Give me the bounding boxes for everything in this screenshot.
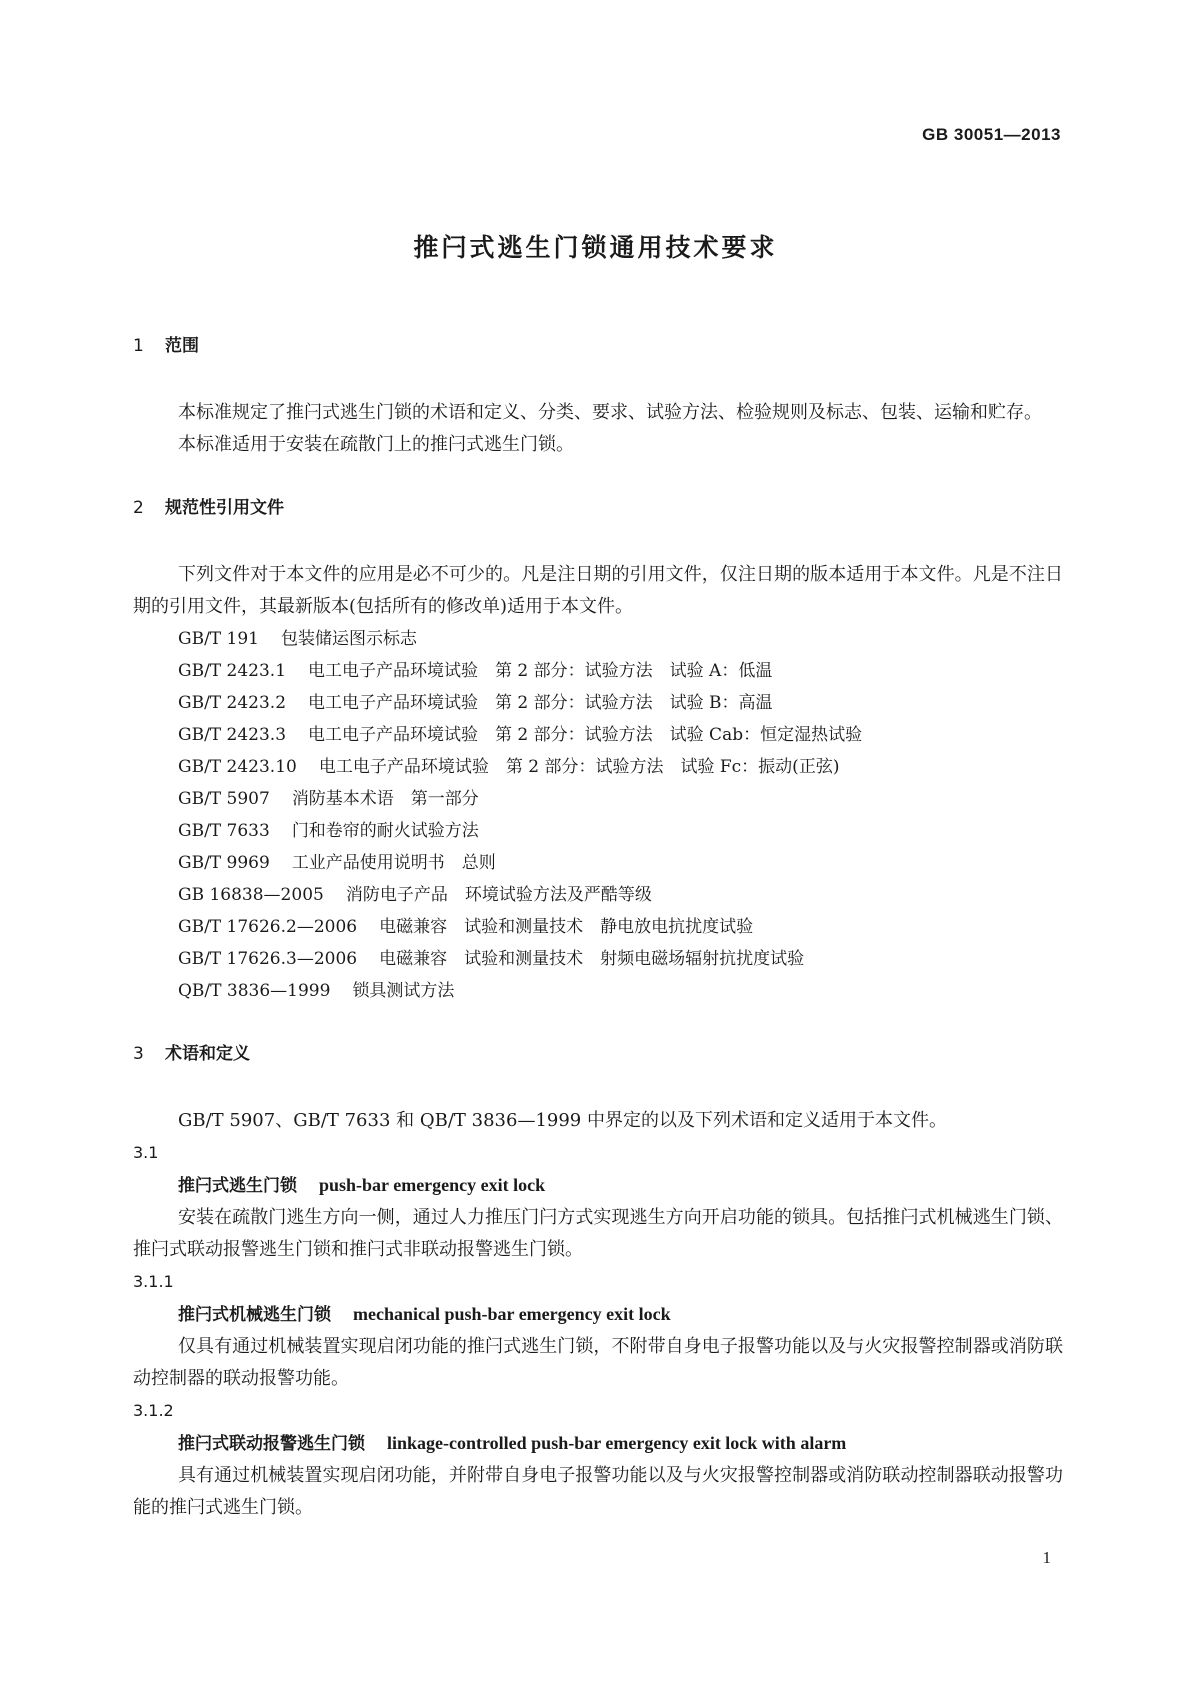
reference-title: 电工电子产品环境试验 第 2 部分：试验方法 试验 Cab：恒定湿热试验 bbox=[308, 725, 863, 745]
section-1-heading bbox=[133, 333, 1063, 359]
term-name bbox=[133, 1169, 1063, 1202]
section-2-intro: 下列文件对于本文件的应用是必不可少的。凡是注日期的引用文件，仅注日期的版本适用于本文件。凡是不注日期的引用文件，其最新版本(包括所有的修改单)适用于本文件。 bbox=[133, 564, 1063, 617]
term-name bbox=[133, 1298, 1063, 1331]
section-2-heading bbox=[133, 495, 1063, 521]
reference-title: 电工电子产品环境试验 第 2 部分：试验方法 试验 A：低温 bbox=[308, 661, 773, 681]
spacer bbox=[133, 461, 1063, 495]
term-definition: 仅具有通过机械装置实现启闭功能的推闩式逃生门锁，不附带自身电子报警功能以及与火灾报警控制器或消防联动控制器的联动报警功能。 bbox=[133, 1336, 1063, 1389]
reference-title: 锁具测试方法 bbox=[352, 981, 455, 1001]
reference-item bbox=[133, 911, 1063, 943]
reference-title: 门和卷帘的耐火试验方法 bbox=[291, 821, 479, 841]
section-3-heading bbox=[133, 1041, 1063, 1067]
term-definition: 具有通过机械装置实现启闭功能，并附带自身电子报警功能以及与火灾报警控制器或消防联动控制器联动报警功能的推闩式逃生门锁。 bbox=[133, 1465, 1063, 1518]
reference-code: QB/T 3836—1999 bbox=[178, 981, 331, 1001]
reference-title: 消防电子产品 环境试验方法及严酷等级 bbox=[345, 885, 652, 905]
reference-item bbox=[133, 783, 1063, 815]
spacer bbox=[133, 359, 1063, 397]
section-3-title: 术语和定义 bbox=[165, 1044, 250, 1064]
term-number: 3.1 bbox=[133, 1143, 159, 1162]
section-3-number: 3 bbox=[133, 1044, 144, 1064]
term-name-en: push-bar emergency exit lock bbox=[319, 1175, 546, 1195]
section-1-title: 范围 bbox=[165, 336, 199, 356]
spacer bbox=[133, 1067, 1063, 1105]
reference-title: 工业产品使用说明书 总则 bbox=[291, 853, 496, 873]
spacer bbox=[133, 1007, 1063, 1041]
section-3-intro: GB/T 5907、GB/T 7633 和 QB/T 3836—1999 中界定的以及下列术语和定义适用于本文件。 bbox=[178, 1110, 947, 1131]
section-1-number: 1 bbox=[133, 336, 144, 356]
normative-reference-list bbox=[133, 623, 1063, 1007]
page-number: 1 bbox=[1042, 1548, 1051, 1567]
reference-item bbox=[133, 751, 1063, 783]
reference-item bbox=[133, 975, 1063, 1007]
reference-item bbox=[133, 943, 1063, 975]
reference-title: 电工电子产品环境试验 第 2 部分：试验方法 试验 Fc：振动(正弦) bbox=[318, 757, 840, 777]
section-1-paragraph-1: 本标准规定了推闩式逃生门锁的术语和定义、分类、要求、试验方法、检验规则及标志、包装、运输和贮存。 bbox=[178, 402, 1042, 423]
reference-code: GB/T 2423.3 bbox=[178, 725, 287, 745]
reference-item bbox=[133, 719, 1063, 751]
term-entry bbox=[133, 1137, 1063, 1266]
term-name-en: mechanical push-bar emergency exit lock bbox=[353, 1304, 671, 1324]
term-name-en: linkage-controlled push-bar emergency exit lock with alarm bbox=[387, 1433, 847, 1453]
reference-title: 消防基本术语 第一部分 bbox=[291, 789, 479, 809]
term-entry bbox=[133, 1266, 1063, 1395]
reference-title: 电工电子产品环境试验 第 2 部分：试验方法 试验 B：高温 bbox=[308, 693, 773, 713]
term-name bbox=[133, 1427, 1063, 1460]
reference-code: GB/T 17626.2—2006 bbox=[178, 917, 358, 937]
reference-item bbox=[133, 655, 1063, 687]
reference-code: GB/T 2423.2 bbox=[178, 693, 287, 713]
reference-code: GB/T 191 bbox=[178, 629, 259, 649]
term-name-cn: 推闩式逃生门锁 bbox=[178, 1176, 297, 1196]
section-1-paragraph-2: 本标准适用于安装在疏散门上的推闩式逃生门锁。 bbox=[178, 434, 574, 455]
document-title: 推闩式逃生门锁通用技术要求 bbox=[413, 233, 778, 262]
reference-item bbox=[133, 815, 1063, 847]
section-2-title: 规范性引用文件 bbox=[165, 498, 284, 518]
spacer bbox=[133, 521, 1063, 559]
reference-title: 电磁兼容 试验和测量技术 静电放电抗扰度试验 bbox=[379, 917, 754, 937]
reference-code: GB/T 2423.10 bbox=[178, 757, 297, 777]
reference-item bbox=[133, 847, 1063, 879]
section-2-number: 2 bbox=[133, 498, 144, 518]
reference-code: GB/T 7633 bbox=[178, 821, 270, 841]
term-definition: 安装在疏散门逃生方向一侧，通过人力推压门闩方式实现逃生方向开启功能的锁具。包括推闩式机械逃生门锁、推闩式联动报警逃生门锁和推闩式非联动报警逃生门锁。 bbox=[133, 1207, 1063, 1260]
reference-code: GB/T 9969 bbox=[178, 853, 270, 873]
reference-code: GB/T 2423.1 bbox=[178, 661, 287, 681]
reference-code: GB/T 5907 bbox=[178, 789, 270, 809]
term-number: 3.1.1 bbox=[133, 1272, 174, 1291]
reference-code: GB 16838—2005 bbox=[178, 885, 324, 905]
reference-title: 包装储运图示标志 bbox=[281, 629, 417, 649]
term-number: 3.1.2 bbox=[133, 1401, 174, 1420]
term-name-cn: 推闩式机械逃生门锁 bbox=[178, 1305, 331, 1325]
reference-code: GB/T 17626.3—2006 bbox=[178, 949, 358, 969]
term-entry bbox=[133, 1395, 1063, 1524]
reference-item bbox=[133, 879, 1063, 911]
document-body bbox=[133, 333, 1063, 1524]
standard-code: GB 30051—2013 bbox=[922, 125, 1061, 144]
reference-item bbox=[133, 687, 1063, 719]
reference-item bbox=[133, 623, 1063, 655]
term-name-cn: 推闩式联动报警逃生门锁 bbox=[178, 1434, 365, 1454]
reference-title: 电磁兼容 试验和测量技术 射频电磁场辐射抗扰度试验 bbox=[379, 949, 805, 969]
